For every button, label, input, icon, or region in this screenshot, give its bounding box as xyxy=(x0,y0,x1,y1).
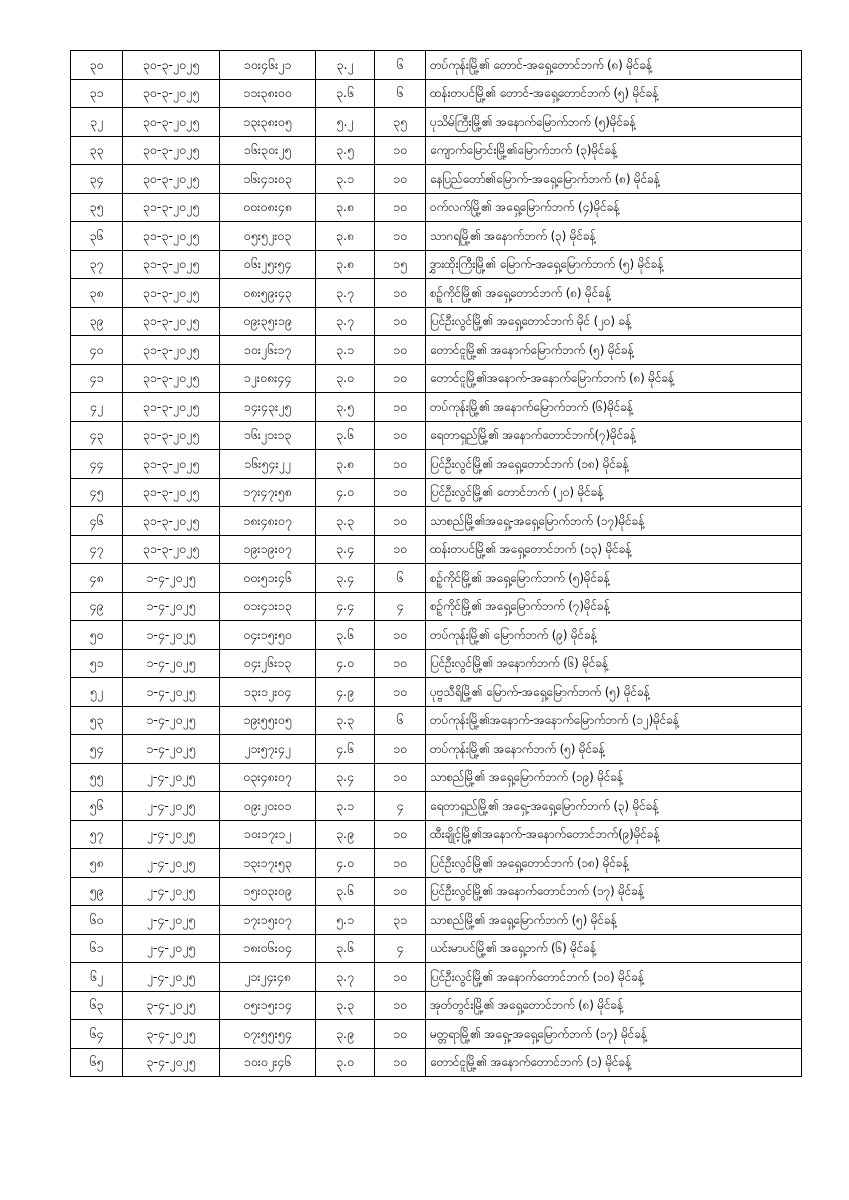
magnitude-cell: ၃.၈ xyxy=(316,250,375,279)
date-cell: ၁-၄-၂၀၂၅ xyxy=(123,592,220,621)
table-row xyxy=(71,877,802,906)
table-row xyxy=(71,193,802,222)
magnitude-cell: ၃.၃ xyxy=(316,507,375,536)
location-cell: ယင်းမာပင်မြို့၏ အရှေ့ဘက် (၆) မိုင်ခန့် xyxy=(426,934,802,963)
time-cell: ၀၅း၁၅း၁၄ xyxy=(220,991,316,1020)
row-number-cell: ၄၀ xyxy=(71,336,123,365)
table-row xyxy=(71,820,802,849)
time-cell: ၁၈း၄၈း၀၇ xyxy=(220,507,316,536)
table-row xyxy=(71,963,802,992)
table-row xyxy=(71,364,802,393)
date-cell: ၂-၄-၂၀၂၅ xyxy=(123,849,220,878)
magnitude-cell: ၄.၆ xyxy=(316,735,375,764)
location-cell: တပ်ကုန်းမြို့၏ မြောက်ဘက် (၉) မိုင်ခန့် xyxy=(426,621,802,650)
magnitude-cell: ၃.၀ xyxy=(316,1048,375,1077)
table-row xyxy=(71,165,802,194)
table-row xyxy=(71,649,802,678)
date-cell: ၁-၄-၂၀၂၅ xyxy=(123,621,220,650)
time-cell: ၀၉း၃၅း၁၉ xyxy=(220,307,316,336)
row-number-cell: ၅၂ xyxy=(71,678,123,707)
row-number-cell: ၄၆ xyxy=(71,507,123,536)
depth-cell: ၁၀ xyxy=(375,478,426,507)
depth-cell: ၁၀ xyxy=(375,991,426,1020)
date-cell: ၃၁-၃-၂၀၂၅ xyxy=(123,421,220,450)
location-cell: ကျောက်မြောင်းမြို့၏မြောက်ဘက် (၃)မိုင်ခန့် xyxy=(426,136,802,165)
time-cell: ၀၃း၄၈း၀၇ xyxy=(220,763,316,792)
row-number-cell: ၄၈ xyxy=(71,564,123,593)
time-cell: ၀၆း၂၅း၅၄ xyxy=(220,250,316,279)
table-row xyxy=(71,792,802,821)
date-cell: ၃၁-၃-၂၀၂၅ xyxy=(123,364,220,393)
row-number-cell: ၄၁ xyxy=(71,364,123,393)
location-cell: သာစည်မြို့၏ အရှေ့မြောက်ဘက် (၁၉) မိုင်ခန့် xyxy=(426,763,802,792)
table-row xyxy=(71,478,802,507)
location-cell: ပြင်ဦးလွင်မြို့၏ အနောက်ဘက် (၆) မိုင်ခန့် xyxy=(426,649,802,678)
row-number-cell: ၃၈ xyxy=(71,279,123,308)
date-cell: ၃-၄-၂၀၂၅ xyxy=(123,1020,220,1049)
depth-cell: ၁၀ xyxy=(375,820,426,849)
row-number-cell: ၄၂ xyxy=(71,393,123,422)
depth-cell: ၄ xyxy=(375,792,426,821)
time-cell: ၂၁း၅၇း၄၂ xyxy=(220,735,316,764)
table-row xyxy=(71,79,802,108)
table-row xyxy=(71,621,802,650)
row-number-cell: ၅၆ xyxy=(71,792,123,821)
magnitude-cell: ၃.၁ xyxy=(316,336,375,365)
time-cell: ၀၀း၅၁း၄၆ xyxy=(220,564,316,593)
time-cell: ၀၄း၁၅း၅၀ xyxy=(220,621,316,650)
date-cell: ၁-၄-၂၀၂၅ xyxy=(123,564,220,593)
date-cell: ၃၁-၃-၂၀၂၅ xyxy=(123,307,220,336)
date-cell: ၂-၄-၂၀၂၅ xyxy=(123,906,220,935)
location-cell: တပ်ကုန်းမြို့၏အနောက်-အနောက်မြောက်ဘက် (၁၂)မိုင်ခန့် xyxy=(426,706,802,735)
time-cell: ၂၁း၂၄း၄၈ xyxy=(220,963,316,992)
location-cell: သာဂရမြို့၏ အနောက်ဘက် (၃) မိုင်ခန့် xyxy=(426,222,802,251)
table-row xyxy=(71,222,802,251)
magnitude-cell: ၄.၀ xyxy=(316,478,375,507)
row-number-cell: ၃၂ xyxy=(71,108,123,137)
table-row xyxy=(71,849,802,878)
location-cell: တပ်ကုန်းမြို့၏ တောင်-အရှေ့တောင်ဘက် (၈) မိုင်ခန့် xyxy=(426,51,802,80)
date-cell: ၃၀-၃-၂၀၂၅ xyxy=(123,51,220,80)
depth-cell: ၁၀ xyxy=(375,193,426,222)
time-cell: ၁၇း၁၅း၀၇ xyxy=(220,906,316,935)
time-cell: ၁၃း၁၂း၀၄ xyxy=(220,678,316,707)
location-cell: ပြင်ဦးလွင်မြို့၏ အရှေ့တောင်ဘက် (၁၈) မိုင်ခန့် xyxy=(426,450,802,479)
table-row xyxy=(71,592,802,621)
date-cell: ၁-၄-၂၀၂၅ xyxy=(123,706,220,735)
table-row xyxy=(71,934,802,963)
table-row xyxy=(71,51,802,80)
depth-cell: ၆ xyxy=(375,564,426,593)
time-cell: ၁၉း၅၅း၀၅ xyxy=(220,706,316,735)
location-cell: ပြင်ဦးလွင်မြို့၏ အရှေ့တောင်ဘက် မိုင် (၂၀) ခန့် xyxy=(426,307,802,336)
table-row xyxy=(71,906,802,935)
location-cell: သာစည်မြို့၏အရှေ့-အရှေ့မြောက်ဘက် (၁၇)မိုင်ခန့် xyxy=(426,507,802,536)
row-number-cell: ၄၇ xyxy=(71,535,123,564)
date-cell: ၁-၄-၂၀၂၅ xyxy=(123,649,220,678)
depth-cell: ၃၅ xyxy=(375,108,426,137)
row-number-cell: ၃၅ xyxy=(71,193,123,222)
depth-cell: ၁၀ xyxy=(375,735,426,764)
location-cell: တပ်ကုန်းမြို့၏ အနောက်ဘက် (၅) မိုင်ခန့် xyxy=(426,735,802,764)
magnitude-cell: ၅.၂ xyxy=(316,108,375,137)
date-cell: ၃၁-၃-၂၀၂၅ xyxy=(123,250,220,279)
magnitude-cell: ၃.၇ xyxy=(316,963,375,992)
magnitude-cell: ၃.၈ xyxy=(316,222,375,251)
table-row xyxy=(71,421,802,450)
date-cell: ၃၀-၃-၂၀၂၅ xyxy=(123,136,220,165)
date-cell: ၁-၄-၂၀၂၅ xyxy=(123,735,220,764)
date-cell: ၃၁-၃-၂၀၂၅ xyxy=(123,450,220,479)
depth-cell: ၃၁ xyxy=(375,906,426,935)
row-number-cell: ၄၅ xyxy=(71,478,123,507)
depth-cell: ၆ xyxy=(375,51,426,80)
table-row xyxy=(71,991,802,1020)
date-cell: ၃၁-၃-၂၀၂၅ xyxy=(123,279,220,308)
depth-cell: ၁၀ xyxy=(375,1020,426,1049)
table-row xyxy=(71,535,802,564)
depth-cell: ၁၀ xyxy=(375,364,426,393)
row-number-cell: ၅၄ xyxy=(71,735,123,764)
magnitude-cell: ၄.၉ xyxy=(316,678,375,707)
time-cell: ၁၀း၂၆း၁၇ xyxy=(220,336,316,365)
magnitude-cell: ၃.၆ xyxy=(316,621,375,650)
magnitude-cell: ၃.၁ xyxy=(316,792,375,821)
row-number-cell: ၅၁ xyxy=(71,649,123,678)
time-cell: ၁၃း၃၈း၀၅ xyxy=(220,108,316,137)
time-cell: ၁၄း၄၃း၂၅ xyxy=(220,393,316,422)
time-cell: ၁၁း၃၈း၀၀ xyxy=(220,79,316,108)
date-cell: ၂-၄-၂၀၂၅ xyxy=(123,820,220,849)
depth-cell: ၁၀ xyxy=(375,222,426,251)
row-number-cell: ၆၁ xyxy=(71,934,123,963)
table-body xyxy=(71,51,802,1077)
depth-cell: ၁၀ xyxy=(375,450,426,479)
row-number-cell: ၃၆ xyxy=(71,222,123,251)
depth-cell: ၆ xyxy=(375,706,426,735)
time-cell: ၁၀း၀၂း၄၆ xyxy=(220,1048,316,1077)
depth-cell: ၁၀ xyxy=(375,336,426,365)
magnitude-cell: ၃.၁ xyxy=(316,165,375,194)
table-row xyxy=(71,564,802,593)
row-number-cell: ၆၀ xyxy=(71,906,123,935)
depth-cell: ၁၀ xyxy=(375,165,426,194)
location-cell: ထန်းတပင်မြို့၏ အရှေ့တောင်ဘက် (၁၃) မိုင်ခန့် xyxy=(426,535,802,564)
location-cell: ပြင်ဦးလွင်မြို့၏ အနောက်တောင်ဘက် (၁၇) မိုင်ခန့် xyxy=(426,877,802,906)
time-cell: ၁၆း၂၁း၁၃ xyxy=(220,421,316,450)
depth-cell: ၁၀ xyxy=(375,535,426,564)
date-cell: ၃၁-၃-၂၀၂၅ xyxy=(123,535,220,564)
magnitude-cell: ၃.၄ xyxy=(316,763,375,792)
row-number-cell: ၅၉ xyxy=(71,877,123,906)
table-row xyxy=(71,735,802,764)
location-cell: တပ်ကုန်းမြို့၏ အနောက်မြောက်ဘက် (၆)မိုင်ခန့် xyxy=(426,393,802,422)
date-cell: ၃၁-၃-၂၀၂၅ xyxy=(123,507,220,536)
date-cell: ၃၁-၃-၂၀၂၅ xyxy=(123,393,220,422)
depth-cell: ၁၀ xyxy=(375,963,426,992)
magnitude-cell: ၃.၄ xyxy=(316,564,375,593)
time-cell: ၁၂း၀၈း၄၄ xyxy=(220,364,316,393)
table-row xyxy=(71,450,802,479)
date-cell: ၃၀-၃-၂၀၂၅ xyxy=(123,165,220,194)
date-cell: ၃-၄-၂၀၂၅ xyxy=(123,991,220,1020)
location-cell: စဥ့်ကိုင်မြို့၏ အရှေ့တောင်ဘက် (၈) မိုင်ခန့် xyxy=(426,279,802,308)
time-cell: ၁၃း၁၇း၅၃ xyxy=(220,849,316,878)
table-row xyxy=(71,136,802,165)
magnitude-cell: ၃.၆ xyxy=(316,934,375,963)
date-cell: ၃-၄-၂၀၂၅ xyxy=(123,1048,220,1077)
row-number-cell: ၅၃ xyxy=(71,706,123,735)
depth-cell: ၁၅ xyxy=(375,250,426,279)
depth-cell: ၄ xyxy=(375,934,426,963)
time-cell: ၀၇း၅၅း၅၄ xyxy=(220,1020,316,1049)
time-cell: ၁၆း၃၀း၂၅ xyxy=(220,136,316,165)
date-cell: ၂-၄-၂၀၂၅ xyxy=(123,763,220,792)
date-cell: ၃၁-၃-၂၀၂၅ xyxy=(123,336,220,365)
magnitude-cell: ၃.၅ xyxy=(316,393,375,422)
location-cell: ပြင်ဦးလွင်မြို့၏ တောင်ဘက် (၂၀) မိုင်ခန့် xyxy=(426,478,802,507)
depth-cell: ၁၀ xyxy=(375,763,426,792)
table-row xyxy=(71,763,802,792)
date-cell: ၂-၄-၂၀၂၅ xyxy=(123,792,220,821)
location-cell: စဥ့်ကိုင်မြို့၏ အရှေ့မြောက်ဘက် (၅)မိုင်ခန့် xyxy=(426,564,802,593)
table-row xyxy=(71,678,802,707)
location-cell: နေပြည်တော်၏မြောက်-အရှေ့မြောက်ဘက် (၈) မိုင်ခန့် xyxy=(426,165,802,194)
row-number-cell: ၃၇ xyxy=(71,250,123,279)
date-cell: ၂-၄-၂၀၂၅ xyxy=(123,877,220,906)
magnitude-cell: ၅.၁ xyxy=(316,906,375,935)
magnitude-cell: ၃.၉ xyxy=(316,820,375,849)
time-cell: ၀၄း၂၆း၁၃ xyxy=(220,649,316,678)
location-cell: ဝက်လက်မြို့၏ အရှေ့မြောက်ဘက် (၄)မိုင်ခန့် xyxy=(426,193,802,222)
location-cell: ပြင်ဦးလွင်မြို့၏ အနောက်တောင်ဘက် (၁၀) မိုင်ခန့် xyxy=(426,963,802,992)
table-row xyxy=(71,279,802,308)
row-number-cell: ၅၈ xyxy=(71,849,123,878)
depth-cell: ၁၀ xyxy=(375,621,426,650)
row-number-cell: ၄၉ xyxy=(71,592,123,621)
depth-cell: ၁၀ xyxy=(375,136,426,165)
location-cell: ဒွှားထိုးကြီးမြို့၏ မြောက်-အရှေ့မြောက်ဘက် (၅) မိုင်ခန့် xyxy=(426,250,802,279)
magnitude-cell: ၃.၈ xyxy=(316,193,375,222)
location-cell: ထီးချိုင့်မြို့၏အနောက်-အနောက်တောင်ဘက်(၉)မိုင်ခန့် xyxy=(426,820,802,849)
time-cell: ၁၀း၄၆း၂၁ xyxy=(220,51,316,80)
row-number-cell: ၄၄ xyxy=(71,450,123,479)
row-number-cell: ၆၄ xyxy=(71,1020,123,1049)
location-cell: တောင်ငူမြို့၏ အနောက်တောင်ဘက် (၁) မိုင်ခန့် xyxy=(426,1048,802,1077)
date-cell: ၂-၄-၂၀၂၅ xyxy=(123,963,220,992)
table-row xyxy=(71,393,802,422)
location-cell: ပုဗ္ဗသီရိမြို့၏ မြောက်-အရှေ့မြောက်ဘက် (၅) မိုင်ခန့် xyxy=(426,678,802,707)
magnitude-cell: ၃.၃ xyxy=(316,706,375,735)
depth-cell: ၁၀ xyxy=(375,393,426,422)
date-cell: ၃၁-၃-၂၀၂၅ xyxy=(123,193,220,222)
location-cell: တောင်ငူမြို့၏ အနောက်မြောက်ဘက် (၅) မိုင်ခန့် xyxy=(426,336,802,365)
table-row xyxy=(71,1048,802,1077)
table-row xyxy=(71,336,802,365)
date-cell: ၁-၄-၂၀၂၅ xyxy=(123,678,220,707)
date-cell: ၃၁-၃-၂၀၂၅ xyxy=(123,222,220,251)
location-cell: တောင်ငူမြို့၏အနောက်-အနောက်မြောက်ဘက် (၈) မိုင်ခန့် xyxy=(426,364,802,393)
table-row xyxy=(71,706,802,735)
time-cell: ၀၈း၅၉း၄၃ xyxy=(220,279,316,308)
time-cell: ၁၆း၄၁း၀၃ xyxy=(220,165,316,194)
row-number-cell: ၃၀ xyxy=(71,51,123,80)
table-row xyxy=(71,1020,802,1049)
row-number-cell: ၆၃ xyxy=(71,991,123,1020)
depth-cell: ၆ xyxy=(375,79,426,108)
time-cell: ၁၉း၁၉း၀၇ xyxy=(220,535,316,564)
row-number-cell: ၆၅ xyxy=(71,1048,123,1077)
table-row xyxy=(71,507,802,536)
table-row xyxy=(71,108,802,137)
magnitude-cell: ၃.၇ xyxy=(316,307,375,336)
time-cell: ၁၅း၀၃း၀၉ xyxy=(220,877,316,906)
depth-cell: ၁၀ xyxy=(375,507,426,536)
magnitude-cell: ၄.၀ xyxy=(316,649,375,678)
magnitude-cell: ၃.၈ xyxy=(316,450,375,479)
time-cell: ၀၅း၅၂း၀၃ xyxy=(220,222,316,251)
date-cell: ၃၀-၃-၂၀၂၅ xyxy=(123,79,220,108)
magnitude-cell: ၃.၆ xyxy=(316,877,375,906)
row-number-cell: ၅၇ xyxy=(71,820,123,849)
location-cell: ပြင်ဦးလွင်မြို့၏ အရှေ့တောင်ဘက် (၁၈) မိုင်ခန့် xyxy=(426,849,802,878)
row-number-cell: ၃၁ xyxy=(71,79,123,108)
depth-cell: ၁၀ xyxy=(375,849,426,878)
location-cell: ပုသိမ်ကြီးမြို့၏ အနောက်မြောက်ဘက် (၅)မိုင်ခန့် xyxy=(426,108,802,137)
row-number-cell: ၃၄ xyxy=(71,165,123,194)
location-cell: ရေတာရှည်မြို့၏ အရှေ့-အရှေ့မြောက်ဘက် (၃) မိုင်ခန့် xyxy=(426,792,802,821)
magnitude-cell: ၃.၃ xyxy=(316,991,375,1020)
magnitude-cell: ၃.၉ xyxy=(316,1020,375,1049)
depth-cell: ၁၀ xyxy=(375,421,426,450)
date-cell: ၂-၄-၂၀၂၅ xyxy=(123,934,220,963)
location-cell: စဥ့်ကိုင်မြို့၏ အရှေ့မြောက်ဘက် (၇)မိုင်ခန့် xyxy=(426,592,802,621)
time-cell: ၀၁း၄၁း၁၃ xyxy=(220,592,316,621)
row-number-cell: ၅၀ xyxy=(71,621,123,650)
location-cell: အုတ်တွင်းမြို့၏ အရှေ့တောင်ဘက် (၈) မိုင်ခန့် xyxy=(426,991,802,1020)
depth-cell: ၄ xyxy=(375,592,426,621)
time-cell: ၁၆း၅၄း၂၂ xyxy=(220,450,316,479)
magnitude-cell: ၃.၆ xyxy=(316,79,375,108)
depth-cell: ၁၀ xyxy=(375,307,426,336)
depth-cell: ၁၀ xyxy=(375,279,426,308)
time-cell: ၀၉း၂၀း၀၁ xyxy=(220,792,316,821)
depth-cell: ၁၀ xyxy=(375,877,426,906)
row-number-cell: ၅၅ xyxy=(71,763,123,792)
time-cell: ၁၀း၁၇း၁၂ xyxy=(220,820,316,849)
row-number-cell: ၆၂ xyxy=(71,963,123,992)
magnitude-cell: ၃.၂ xyxy=(316,51,375,80)
document-page xyxy=(70,50,801,1077)
magnitude-cell: ၄.၀ xyxy=(316,849,375,878)
magnitude-cell: ၃.၀ xyxy=(316,364,375,393)
table-row xyxy=(71,250,802,279)
time-cell: ၁၈း၀၆း၀၄ xyxy=(220,934,316,963)
location-cell: ရေတာရှည်မြို့၏ အနောက်တောင်ဘက်(၇)မိုင်ခန့် xyxy=(426,421,802,450)
magnitude-cell: ၃.၄ xyxy=(316,535,375,564)
magnitude-cell: ၃.၇ xyxy=(316,279,375,308)
depth-cell: ၁၀ xyxy=(375,649,426,678)
magnitude-cell: ၄.၄ xyxy=(316,592,375,621)
time-cell: ၀၀း၀၈း၄၈ xyxy=(220,193,316,222)
earthquake-table xyxy=(70,50,802,1077)
depth-cell: ၁၀ xyxy=(375,678,426,707)
location-cell: မတ္တရာမြို့၏ အရှေ့-အရှေ့မြောက်ဘက် (၁၇) မိုင်ခန့် xyxy=(426,1020,802,1049)
date-cell: ၃၀-၃-၂၀၂၅ xyxy=(123,108,220,137)
time-cell: ၁၇း၄၇း၅၈ xyxy=(220,478,316,507)
magnitude-cell: ၃.၆ xyxy=(316,421,375,450)
depth-cell: ၁၀ xyxy=(375,1048,426,1077)
magnitude-cell: ၃.၅ xyxy=(316,136,375,165)
row-number-cell: ၃၉ xyxy=(71,307,123,336)
row-number-cell: ၄၃ xyxy=(71,421,123,450)
location-cell: ထန်းတပင်မြို့၏ တောင်-အရှေ့တောင်ဘက် (၅) မိုင်ခန့် xyxy=(426,79,802,108)
location-cell: သာစည်မြို့၏ အရှေ့မြောက်ဘက် (၅) မိုင်ခန့် xyxy=(426,906,802,935)
row-number-cell: ၃၃ xyxy=(71,136,123,165)
table-row xyxy=(71,307,802,336)
date-cell: ၃၁-၃-၂၀၂၅ xyxy=(123,478,220,507)
